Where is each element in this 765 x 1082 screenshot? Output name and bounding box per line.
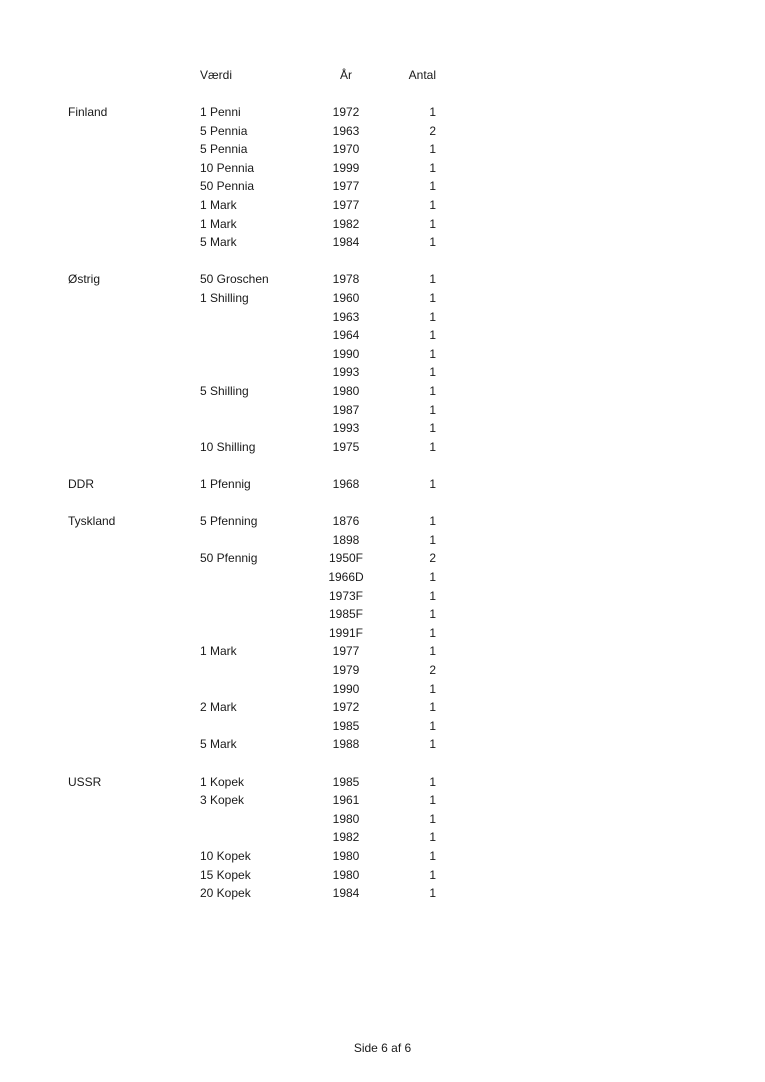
cell-count: 1: [429, 830, 436, 845]
cell-year: 1993: [332, 365, 360, 380]
cell-year: 1984: [332, 886, 360, 901]
table-row: [0, 177, 765, 195]
cell-count: 1: [429, 718, 436, 733]
cell-count: 1: [429, 402, 436, 417]
cell-count: 1: [429, 793, 436, 808]
cell-value: 20 Kopek: [200, 886, 251, 901]
cell-year: 1973F: [328, 588, 364, 603]
cell-country: Finland: [68, 105, 108, 119]
cell-year: 1985: [332, 774, 360, 789]
cell-count: 1: [429, 179, 436, 194]
table-row: [0, 828, 765, 846]
cell-count: 1: [429, 142, 436, 157]
table-row: [0, 196, 765, 214]
cell-value: 5 Shilling: [200, 384, 249, 398]
cell-count: 1: [429, 198, 436, 212]
cell-count: 1: [429, 421, 436, 436]
cell-count: 1: [429, 328, 436, 343]
cell-count: 1: [429, 477, 436, 491]
cell-value: 3 Kopek: [200, 793, 245, 808]
cell-value: 1 Mark: [200, 644, 237, 659]
table-row: [0, 363, 765, 381]
header-count: Antal: [408, 68, 436, 82]
table-row: [0, 345, 765, 363]
cell-count: 1: [429, 811, 436, 826]
cell-value: 10 Shilling: [200, 439, 256, 454]
cell-value: 1 Pfennig: [200, 477, 251, 491]
cell-count: 1: [429, 886, 436, 901]
cell-year: 1963: [332, 309, 360, 324]
header-value: Værdi: [200, 68, 233, 82]
cell-count: 1: [429, 607, 436, 622]
cell-year: 1993: [332, 421, 360, 436]
cell-year: 1985F: [328, 607, 364, 622]
cell-year: 1950F: [328, 551, 364, 566]
cell-year: 1980: [332, 384, 360, 398]
cell-value: 5 Mark: [200, 737, 237, 752]
cell-year: 1991F: [328, 625, 364, 640]
cell-count: 1: [429, 105, 436, 119]
cell-year: 1982: [332, 830, 360, 845]
table-row: [0, 289, 765, 307]
table-row: [0, 884, 765, 902]
table-row: [0, 791, 765, 809]
cell-count: 1: [429, 588, 436, 603]
cell-value: 1 Mark: [200, 216, 237, 231]
cell-year: 1977: [332, 644, 360, 659]
cell-country: USSR: [68, 774, 102, 789]
cell-count: 1: [429, 644, 436, 659]
cell-count: 1: [429, 570, 436, 584]
table-row: [0, 773, 765, 791]
cell-year: 1990: [332, 681, 360, 696]
table-row: [0, 215, 765, 233]
cell-country: Tyskland: [68, 514, 116, 529]
cell-count: 1: [429, 439, 436, 454]
table-row: [0, 308, 765, 326]
cell-year: 1966D: [328, 570, 364, 584]
cell-count: 1: [429, 700, 436, 715]
cell-count: 1: [429, 514, 436, 529]
table-row: [0, 810, 765, 828]
cell-year: 1968: [332, 477, 360, 491]
table-row: [0, 698, 765, 716]
cell-year: 1972: [332, 700, 360, 715]
cell-year: 1980: [332, 849, 360, 863]
cell-year: 1876: [332, 514, 360, 529]
cell-count: 1: [429, 291, 436, 305]
table-row: [0, 140, 765, 158]
table-row: [0, 680, 765, 698]
cell-year: 1985: [332, 718, 360, 733]
cell-value: 10 Pennia: [200, 160, 255, 175]
cell-value: 50 Pennia: [200, 179, 255, 194]
cell-year: 1960: [332, 291, 360, 305]
cell-value: 5 Pfenning: [200, 514, 258, 529]
table-row: [0, 661, 765, 679]
cell-year: 1978: [332, 272, 360, 287]
table-row: [0, 159, 765, 177]
cell-year: 1988: [332, 737, 360, 752]
cell-year: 1975: [332, 439, 360, 454]
table-row: [0, 122, 765, 140]
cell-value: 2 Mark: [200, 700, 237, 715]
cell-year: 1999: [332, 160, 360, 175]
cell-value: 50 Pfennig: [200, 551, 258, 566]
table-row: [0, 233, 765, 251]
cell-year: 1984: [332, 235, 360, 250]
table-row: [0, 401, 765, 419]
table-row: [0, 475, 765, 493]
cell-count: 1: [429, 774, 436, 789]
table-row: [0, 847, 765, 865]
cell-year: 1963: [332, 123, 360, 138]
cell-value: 15 Kopek: [200, 867, 251, 882]
cell-year: 1982: [332, 216, 360, 231]
table-row: [0, 605, 765, 623]
cell-value: 5 Pennia: [200, 123, 248, 138]
cell-value: 50 Groschen: [200, 272, 269, 287]
table-row: [0, 419, 765, 437]
table-row: [0, 103, 765, 121]
cell-count: 2: [429, 551, 436, 566]
cell-year: 1961: [332, 793, 360, 808]
table-row: [0, 438, 765, 456]
table-row: [0, 382, 765, 400]
cell-year: 1990: [332, 346, 360, 361]
cell-year: 1964: [332, 328, 360, 343]
table-row: [0, 326, 765, 344]
cell-value: 1 Kopek: [200, 774, 245, 789]
cell-country: Østrig: [68, 272, 101, 287]
cell-count: 1: [429, 532, 436, 547]
table-row: [0, 642, 765, 660]
cell-value: 1 Penni: [200, 105, 241, 119]
cell-year: 1979: [332, 663, 360, 677]
cell-count: 1: [429, 235, 436, 250]
cell-value: 1 Shilling: [200, 291, 249, 305]
cell-count: 1: [429, 272, 436, 287]
cell-year: 1987: [332, 402, 360, 417]
cell-count: 1: [429, 625, 436, 640]
cell-year: 1972: [332, 105, 360, 119]
cell-value: 1 Mark: [200, 198, 237, 212]
cell-year: 1980: [332, 811, 360, 826]
table-row: [0, 270, 765, 288]
cell-value: 5 Pennia: [200, 142, 248, 157]
table-row: [0, 735, 765, 753]
cell-count: 1: [429, 216, 436, 231]
cell-count: 1: [429, 849, 436, 863]
cell-count: 1: [429, 384, 436, 398]
table-row: [0, 531, 765, 549]
cell-year: 1977: [332, 198, 360, 212]
table-row: [0, 568, 765, 586]
table-row: [0, 549, 765, 567]
cell-count: 1: [429, 309, 436, 324]
cell-value: 5 Mark: [200, 235, 237, 250]
cell-count: 2: [429, 123, 436, 138]
table-row: [0, 512, 765, 530]
cell-count: 1: [429, 737, 436, 752]
cell-count: 1: [429, 365, 436, 380]
cell-count: 1: [429, 160, 436, 175]
cell-count: 2: [429, 663, 436, 677]
table-row: [0, 624, 765, 642]
cell-count: 1: [429, 681, 436, 696]
table-row: [0, 866, 765, 884]
table-header: [0, 66, 765, 84]
cell-count: 1: [429, 346, 436, 361]
table-row: [0, 587, 765, 605]
page-number: Side 6 af 6: [353, 1041, 412, 1055]
cell-count: 1: [429, 867, 436, 882]
cell-country: DDR: [68, 477, 94, 491]
cell-year: 1898: [332, 532, 360, 547]
cell-year: 1980: [332, 867, 360, 882]
cell-value: 10 Kopek: [200, 849, 251, 863]
table-row: [0, 717, 765, 735]
header-year: År: [340, 68, 352, 82]
cell-year: 1977: [332, 179, 360, 194]
cell-year: 1970: [332, 142, 360, 157]
